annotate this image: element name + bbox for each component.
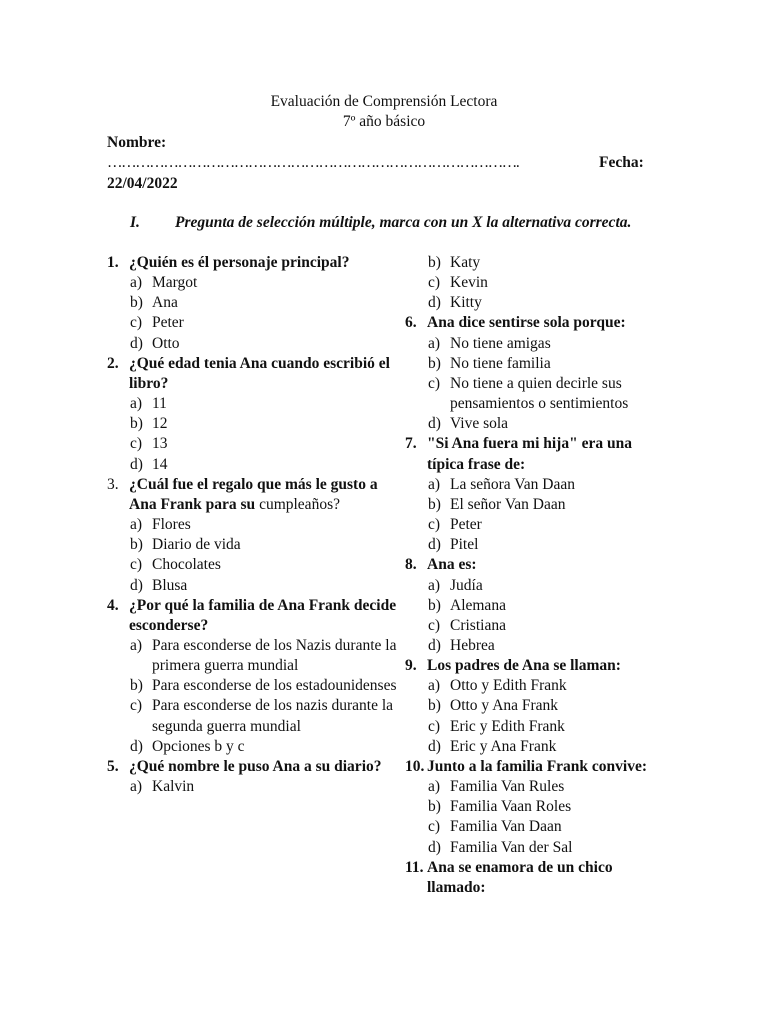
option (405, 676, 665, 696)
name-label: Nombre: (107, 134, 167, 151)
question-text: Junto a la familia Frank convive: (427, 757, 648, 775)
option (405, 717, 665, 737)
question-text: Ana se enamora de un chico llamado: (427, 858, 613, 896)
question-text: Ana es: (427, 556, 477, 574)
option-text: 13 (152, 435, 168, 453)
option-text: Otto y Edith Frank (450, 677, 567, 695)
option-text: Familia Van der Sal (450, 838, 573, 856)
option-letter: d) (428, 294, 441, 312)
option (107, 414, 397, 434)
option (405, 414, 665, 434)
question-2 (107, 354, 397, 394)
option (405, 636, 665, 656)
option-letter: d) (428, 536, 441, 554)
option-text: Hebrea (450, 636, 495, 654)
option-text: Peter (152, 314, 184, 332)
option (107, 696, 397, 736)
option-letter: c) (428, 274, 441, 292)
option (107, 434, 397, 454)
option (405, 838, 665, 858)
option-letter: c) (428, 516, 441, 534)
grade-subtitle: 7º año básico (342, 113, 426, 130)
question-number: 10. (405, 757, 425, 775)
question-number: 4. (107, 596, 119, 614)
option (107, 555, 397, 575)
option (107, 676, 397, 696)
option-text: Familia Vaan Roles (450, 798, 572, 816)
question-11 (405, 858, 665, 898)
section-instruction: Pregunta de selección múltiple, marca con un X la alternativa correcta. (175, 214, 632, 231)
name-fill-line: ……………………………………………………………………………. (107, 154, 519, 171)
option (107, 636, 397, 676)
option-letter: a) (428, 677, 441, 695)
question-text: ¿Cuál fue el regalo que más le gusto a Ana Frank para su (129, 475, 378, 513)
option-letter: a) (130, 395, 143, 413)
question-text: ¿Qué edad tenia Ana cuando escribió el libro? (129, 354, 390, 392)
option-letter: b) (130, 677, 143, 695)
option-text: Peter (450, 516, 482, 534)
question-text: ¿Qué nombre le puso Ana a su diario? (129, 757, 382, 775)
option-letter: b) (428, 354, 441, 372)
right-column (405, 253, 665, 898)
option (405, 354, 665, 374)
option-letter: b) (428, 697, 441, 715)
left-column (107, 253, 397, 797)
option-letter: a) (130, 516, 143, 534)
date-label: Fecha: (599, 154, 644, 171)
option-letter: b) (428, 254, 441, 271)
option-letter: a) (428, 334, 441, 352)
option (107, 535, 397, 555)
option-letter: d) (428, 838, 441, 856)
option-text: Kalvin (152, 778, 195, 796)
option-text: Kevin (450, 274, 488, 292)
option-text: Chocolates (152, 556, 221, 574)
option (405, 374, 665, 414)
option (107, 777, 397, 797)
option-letter: d) (428, 737, 441, 755)
question-3 (107, 475, 397, 515)
option-letter: a) (130, 778, 143, 796)
option (405, 596, 665, 616)
document-title: Evaluación de Comprensión Lectora (270, 93, 498, 110)
option-letter: d) (130, 334, 143, 352)
option-letter: b) (130, 536, 143, 554)
option-letter: a) (428, 475, 441, 493)
question-number: 8. (405, 556, 417, 574)
option-letter: c) (428, 717, 441, 735)
question-number: 5. (107, 757, 119, 775)
option-text: Ana (152, 294, 178, 312)
option-letter: d) (428, 636, 441, 654)
question-number: 7. (405, 435, 417, 453)
option-letter: b) (428, 596, 441, 614)
option-text: 14 (152, 455, 168, 473)
option (107, 334, 397, 354)
option-text: 12 (152, 415, 168, 433)
option (405, 475, 665, 495)
option (405, 293, 665, 313)
option (405, 616, 665, 636)
option (405, 797, 665, 817)
option-text: Opciones b y c (152, 737, 245, 755)
option-text: Para esconderse de los nazis durante la segunda guerra mundial (152, 697, 394, 735)
question-text-continued: cumpleaños? (259, 495, 340, 513)
option (107, 455, 397, 475)
option-letter: a) (130, 274, 143, 292)
option-letter: b) (428, 798, 441, 816)
question-10 (405, 757, 665, 777)
option-text: Eric y Ana Frank (450, 737, 557, 755)
option-letter: d) (428, 415, 441, 433)
option (107, 394, 397, 414)
option (107, 737, 397, 757)
option (107, 273, 397, 293)
option-text: Otto (152, 334, 180, 352)
question-text: ¿Quién es él personaje principal? (129, 254, 350, 271)
option-letter: d) (130, 455, 143, 473)
option-letter: d) (130, 576, 143, 594)
option-text: Familia Van Daan (450, 818, 562, 836)
option (405, 334, 665, 354)
option-text: Diario de vida (152, 536, 241, 554)
option-letter: a) (428, 778, 441, 796)
option-letter: a) (130, 636, 143, 654)
option-letter: b) (130, 294, 143, 312)
option (405, 817, 665, 837)
option-letter: b) (428, 495, 441, 513)
option (405, 737, 665, 757)
option-text: La señora Van Daan (450, 475, 575, 493)
option-letter: d) (130, 737, 143, 755)
option (405, 777, 665, 797)
question-number: 1. (107, 254, 119, 271)
question-text: Los padres de Ana se llaman: (427, 657, 621, 675)
question-4 (107, 596, 397, 636)
option (405, 515, 665, 535)
option-text: Kitty (450, 294, 482, 312)
option-letter: c) (130, 697, 143, 715)
question-9 (405, 656, 665, 676)
option (107, 576, 397, 596)
option-letter: c) (130, 314, 143, 332)
option-letter: a) (428, 576, 441, 594)
question-number: 9. (405, 657, 417, 675)
option-text: Otto y Ana Frank (450, 697, 559, 715)
option-letter: c) (428, 616, 441, 634)
option-text: Familia Van Rules (450, 778, 565, 796)
date-value: 22/04/2022 (107, 175, 178, 192)
option-text: Margot (152, 274, 198, 292)
option-letter: b) (130, 415, 143, 433)
option (107, 293, 397, 313)
question-5 (107, 757, 397, 777)
option (405, 273, 665, 293)
option (405, 696, 665, 716)
option (405, 576, 665, 596)
option-text: 11 (152, 395, 167, 413)
option (107, 313, 397, 333)
option-text: Blusa (152, 576, 188, 594)
question-8 (405, 555, 665, 575)
option-text: Para esconderse de los estadounidenses (152, 677, 397, 695)
option-text: Cristiana (450, 616, 506, 634)
option-text: Vive sola (450, 415, 509, 433)
option-text: Para esconderse de los Nazis durante la primera guerra mundial (152, 636, 397, 675)
question-number: 2. (107, 354, 119, 372)
option-text: No tiene a quien decirle sus pensamientos o sentimientos (450, 374, 629, 413)
option (405, 535, 665, 555)
option-text: Pitel (450, 536, 479, 554)
option-text: Flores (152, 516, 191, 534)
option (107, 515, 397, 535)
question-text: "Si Ana fuera mi hija" era una típica frase de: (427, 435, 632, 473)
question-text: ¿Por qué la familia de Ana Frank decide esconderse? (129, 596, 397, 634)
question-text: Ana dice sentirse sola porque: (427, 314, 626, 332)
option (405, 253, 665, 273)
option-text: Alemana (450, 596, 506, 614)
option-text: No tiene amigas (450, 334, 551, 352)
option-text: No tiene familia (450, 354, 551, 372)
option-text: El señor Van Daan (450, 495, 566, 513)
option-text: Katy (450, 254, 481, 271)
question-7 (405, 434, 665, 474)
option-letter: c) (130, 435, 143, 453)
section-number: I. (130, 214, 140, 231)
option-letter: c) (428, 374, 441, 392)
question-number: 3. (107, 475, 119, 493)
option-text: Judía (450, 576, 483, 594)
option-letter: c) (130, 556, 143, 574)
option-text: Eric y Edith Frank (450, 717, 565, 735)
option-letter: c) (428, 818, 441, 836)
question-1 (107, 253, 397, 273)
question-number: 11. (405, 858, 424, 876)
question-number: 6. (405, 314, 417, 332)
question-6 (405, 313, 665, 333)
option (405, 495, 665, 515)
